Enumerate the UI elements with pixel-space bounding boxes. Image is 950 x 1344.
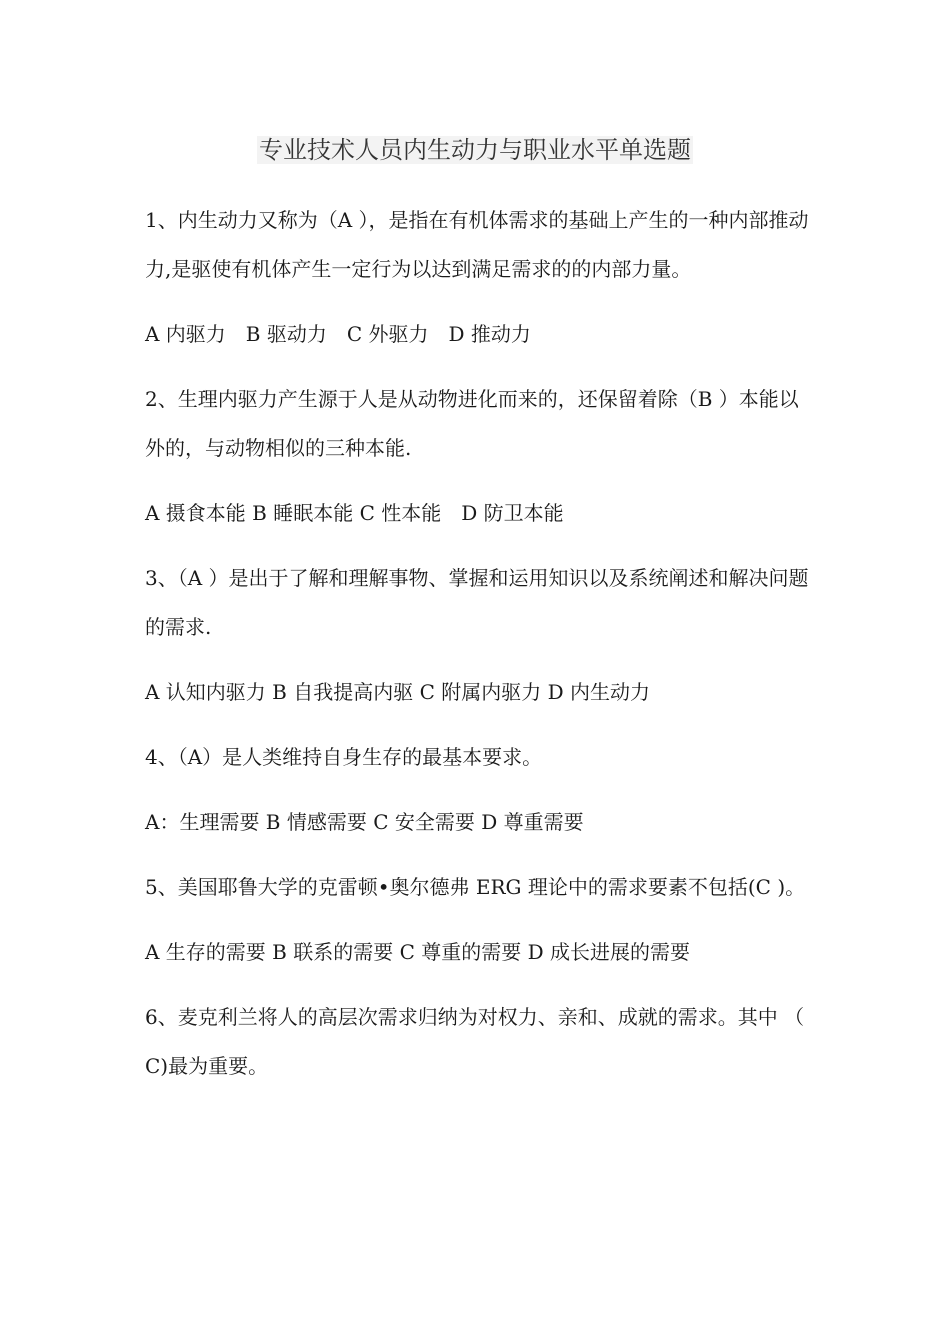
question-options: A 生存的需要 B 联系的需要 C 尊重的需要 D 成长进展的需要 (145, 940, 690, 964)
question-stem: 1、内生动力又称为（A ），是指在有机体需求的基础上产生的一种内部推动力,是驱使有机体产生一定行为以达到满足需求的的内部力量。 (145, 208, 809, 281)
question-stem: 3、（A ）是出于了解和理解事物、掌握和运用知识以及系统阐述和解决问题的需求. (145, 566, 809, 639)
question-stem: 5、美国耶鲁大学的克雷顿•奥尔德弗 ERG 理论中的需求要素不包括(C )。 (145, 875, 806, 899)
question-4 (145, 733, 810, 847)
question-options: A 内驱力 B 驱动力 C 外驱力 D 推动力 (145, 322, 531, 346)
question-3 (145, 554, 810, 717)
question-stem: 4、（A）是人类维持自身生存的最基本要求。 (145, 745, 543, 769)
question-1 (145, 196, 810, 359)
question-list (145, 196, 810, 1107)
question-options: A 摄食本能 B 睡眠本能 C 性本能 D 防卫本能 (145, 501, 564, 525)
question-2 (145, 375, 810, 538)
question-options: A 认知内驱力 B 自我提高内驱 C 附属内驱力 D 内生动力 (145, 680, 650, 704)
question-6 (145, 993, 810, 1091)
document-title (0, 132, 950, 168)
question-5 (145, 863, 810, 977)
question-stem: 2、生理内驱力产生源于人是从动物进化而来的，还保留着除（B ）本能以外的，与动物相似的三种本能. (145, 387, 799, 460)
question-stem: 6、麦克利兰将人的高层次需求归纳为对权力、亲和、成就的需求。其中 （ C)最为重要。 (145, 1005, 805, 1078)
question-options: A：生理需要 B 情感需要 C 安全需要 D 尊重需要 (145, 810, 584, 834)
document-title-text: 专业技术人员内生动力与职业水平单选题 (259, 136, 691, 164)
